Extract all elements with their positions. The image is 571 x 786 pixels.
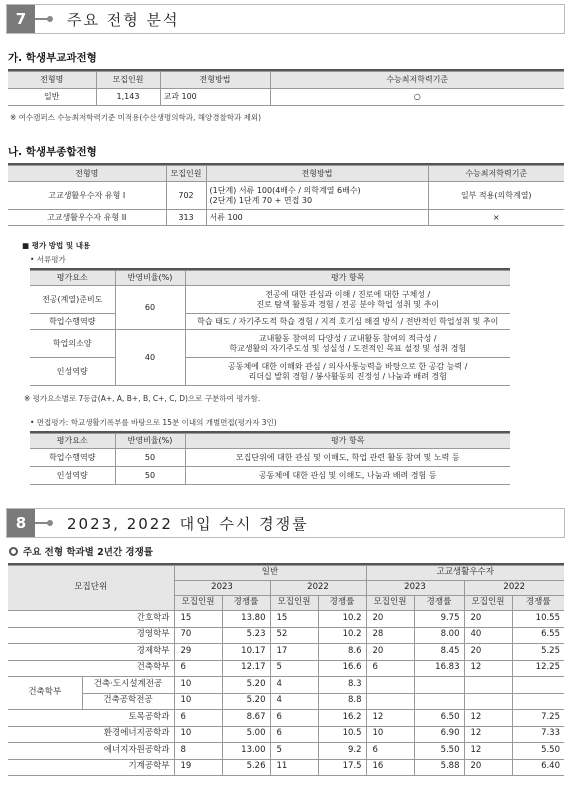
table-row [8, 726, 564, 743]
count-cell: 12 [464, 660, 512, 677]
section-7-title: 주요 전형 분석 [67, 10, 180, 29]
count-cell: 20 [464, 611, 512, 628]
rate-cell: 8.3 [318, 677, 366, 694]
count-cell: 11 [270, 759, 318, 776]
count-cell [366, 693, 414, 710]
ga-table [8, 71, 564, 106]
rate-cell: 16.2 [318, 710, 366, 727]
unit-name: 경영학부 [8, 627, 174, 644]
count-cell: 10 [174, 726, 222, 743]
doc-header: 평가 항목 [185, 271, 510, 286]
doc-ratio: 60 [115, 286, 185, 330]
section-8-subtitle [9, 544, 153, 558]
count-cell: 12 [464, 726, 512, 743]
section-7-number: 7 [7, 5, 35, 33]
rate-cell [414, 677, 464, 694]
rate-cell: 6.90 [414, 726, 464, 743]
section-7-header [6, 4, 565, 34]
table-row [8, 611, 564, 628]
count-cell: 8 [174, 743, 222, 760]
na-header: 전형명 [8, 166, 166, 182]
count-cell: 28 [366, 627, 414, 644]
count-cell: 6 [270, 710, 318, 727]
int-header: 평가요소 [30, 434, 115, 449]
na-cell [206, 182, 428, 210]
doc-item-line: 진로 탐색 활동과 경험 / 전공 분야 학업 성취 및 추이 [256, 299, 440, 309]
int-item: 공동체에 대한 관심 및 이해도, 나눔과 배려 경험 등 [185, 467, 510, 485]
na-cell: 일부 적용(의학계열) [428, 182, 564, 210]
na-cell: 서류 100 [206, 210, 428, 226]
rate-cell: 6.50 [414, 710, 464, 727]
rate-cell: 5.50 [414, 743, 464, 760]
rate-cell: 13.00 [222, 743, 270, 760]
doc-header: 평가요소 [30, 271, 115, 286]
ga-cell: ○ [270, 89, 564, 106]
count-cell: 20 [464, 644, 512, 661]
year-header: 2022 [270, 581, 366, 596]
count-cell: 20 [366, 611, 414, 628]
rate-cell: 16.6 [318, 660, 366, 677]
count-cell [366, 677, 414, 694]
interview-label: • 면접평가: 학교생활기록부를 바탕으로 15분 이내의 개별면접(평가자 3인) [30, 418, 277, 427]
doc-item [185, 314, 510, 330]
interview-table [30, 433, 510, 485]
doc-item-line: 교내활동 참여의 다양성 / 교내활동 참여의 적극성 / [258, 334, 437, 344]
count-cell: 40 [464, 627, 512, 644]
count-cell: 20 [366, 644, 414, 661]
unit-name: 토목공학과 [8, 710, 174, 727]
rate-header: 경쟁률 [318, 596, 366, 611]
excellent-header: 고교생활우수자 [366, 566, 564, 581]
ga-header: 모집인원 [96, 72, 160, 89]
rate-cell: 5.20 [222, 693, 270, 710]
table-row [8, 743, 564, 760]
rate-cell: 9.75 [414, 611, 464, 628]
count-cell: 12 [464, 710, 512, 727]
header-dot [47, 16, 53, 22]
doc-item-line: 학교생활의 자기주도성 및 성실성 / 도전적인 목표 설정 및 성취 경험 [229, 343, 467, 353]
count-header: 모집인원 [464, 596, 512, 611]
doc-item [185, 330, 510, 358]
doc-ratio: 40 [115, 330, 185, 386]
ga-note: ※ 여수캠퍼스 수능최저학력기준 미적용(수산생명의학과, 해양경찰학과 제외) [10, 113, 262, 122]
table-row [8, 644, 564, 661]
group-label: 건축학부 [8, 677, 82, 710]
rate-cell: 8.00 [414, 627, 464, 644]
na-method-line: (2단계) 1단계 70 + 면접 30 [209, 195, 313, 205]
rate-cell: 8.67 [222, 710, 270, 727]
unit-name: 경제학부 [8, 644, 174, 661]
rate-cell [512, 677, 564, 694]
competition-table [8, 565, 564, 776]
unit-name: 에너지자원공학과 [8, 743, 174, 760]
rate-cell: 10.55 [512, 611, 564, 628]
na-header: 수능최저학력기준 [428, 166, 564, 182]
ga-title: 가. 학생부교과전형 [8, 52, 97, 64]
int-header: 반영비율(%) [115, 434, 185, 449]
unit-name: 환경에너지공학과 [8, 726, 174, 743]
ga-header: 수능최저학력기준 [270, 72, 564, 89]
doc-header: 반영비율(%) [115, 271, 185, 286]
rate-cell: 5.50 [512, 743, 564, 760]
rate-cell: 5.25 [512, 644, 564, 661]
eval-title: ■ 평가 방법 및 내용 [22, 241, 91, 250]
doc-factor: 학업수행역량 [30, 314, 115, 330]
count-cell: 15 [270, 611, 318, 628]
na-header: 모집인원 [166, 166, 206, 182]
table-row [8, 627, 564, 644]
count-header: 모집인원 [366, 596, 414, 611]
table-row [8, 677, 564, 694]
unit-name: 건축·도시설계전공 [82, 677, 174, 694]
table-row [8, 693, 564, 710]
count-cell: 6 [366, 743, 414, 760]
na-cell: 702 [166, 182, 206, 210]
ga-cell: 교과 100 [160, 89, 270, 106]
rate-header: 경쟁률 [222, 596, 270, 611]
count-cell: 70 [174, 627, 222, 644]
rate-cell: 8.6 [318, 644, 366, 661]
count-cell [464, 677, 512, 694]
rate-cell: 12.17 [222, 660, 270, 677]
count-cell: 4 [270, 677, 318, 694]
na-cell: 고교생활우수자 유형 II [8, 210, 166, 226]
count-cell: 12 [464, 743, 512, 760]
int-ratio: 50 [115, 467, 185, 485]
rate-cell: 5.00 [222, 726, 270, 743]
rate-cell: 10.17 [222, 644, 270, 661]
na-table [8, 165, 564, 226]
competition-table-body [8, 611, 564, 776]
rate-cell: 12.25 [512, 660, 564, 677]
na-header: 전형방법 [206, 166, 428, 182]
na-cell: × [428, 210, 564, 226]
count-cell: 17 [270, 644, 318, 661]
count-cell: 12 [366, 710, 414, 727]
rate-cell: 5.88 [414, 759, 464, 776]
doc-item [185, 358, 510, 386]
doc-factor: 전공(계열)준비도 [30, 286, 115, 314]
rate-cell: 9.2 [318, 743, 366, 760]
doc-eval-label: • 서류평가 [30, 255, 66, 264]
table-row [8, 759, 564, 776]
table-row [8, 660, 564, 677]
count-header: 모집인원 [174, 596, 222, 611]
section-8-header [6, 508, 565, 538]
unit-name: 건축공학전공 [82, 693, 174, 710]
year-header: 2023 [174, 581, 270, 596]
doc-eval-table [30, 270, 510, 386]
rate-cell: 16.83 [414, 660, 464, 677]
count-cell: 6 [174, 660, 222, 677]
count-cell: 15 [174, 611, 222, 628]
count-cell: 6 [270, 726, 318, 743]
doc-factor: 학업의소양 [30, 330, 115, 358]
unit-header: 모집단위 [8, 566, 174, 611]
count-cell: 4 [270, 693, 318, 710]
rate-cell: 7.33 [512, 726, 564, 743]
count-cell: 52 [270, 627, 318, 644]
ga-header: 전형명 [8, 72, 96, 89]
count-cell: 20 [464, 759, 512, 776]
count-cell [464, 693, 512, 710]
na-cell: 고교생활우수자 유형 I [8, 182, 166, 210]
header-dot [47, 520, 53, 526]
rate-cell: 5.23 [222, 627, 270, 644]
count-cell: 5 [270, 660, 318, 677]
unit-name: 건축학부 [8, 660, 174, 677]
count-cell: 6 [366, 660, 414, 677]
count-cell: 10 [174, 693, 222, 710]
ga-cell: 일반 [8, 89, 96, 106]
ring-bullet-icon [9, 547, 18, 556]
section-8-title: 2023, 2022 대입 수시 경쟁률 [67, 514, 309, 533]
rate-cell: 10.2 [318, 611, 366, 628]
rate-cell: 10.5 [318, 726, 366, 743]
int-header: 평가 항목 [185, 434, 510, 449]
doc-item-line: 공동체에 대한 이해와 관심 / 의사사통능력을 바탕으로 한 공감 능력 / [228, 362, 468, 372]
rate-cell: 6.55 [512, 627, 564, 644]
count-cell: 10 [174, 677, 222, 694]
rate-cell: 5.26 [222, 759, 270, 776]
na-method-line: (1단계) 서류 100(4배수 / 의학계열 6배수) [209, 186, 361, 196]
general-header: 일반 [174, 566, 366, 581]
unit-name: 기계공학부 [8, 759, 174, 776]
int-item: 모집단위에 대한 관심 및 이해도, 학업 관련 활동 참여 및 노력 등 [185, 449, 510, 467]
section-8-number: 8 [7, 509, 35, 537]
na-cell: 313 [166, 210, 206, 226]
rate-header: 경쟁률 [512, 596, 564, 611]
rate-cell: 7.25 [512, 710, 564, 727]
section-8-subtitle-text: 주요 전형 학과별 2년간 경쟁률 [23, 547, 153, 558]
rate-cell: 13.80 [222, 611, 270, 628]
doc-item-line: 리더십 발휘 경험 / 봉사활동의 진정성 / 나눔과 배려 경험 [248, 371, 447, 381]
count-header: 모집인원 [270, 596, 318, 611]
doc-item [185, 286, 510, 314]
ga-header: 전형방법 [160, 72, 270, 89]
ga-cell: 1,143 [96, 89, 160, 106]
count-cell: 10 [366, 726, 414, 743]
doc-factor: 인성역량 [30, 358, 115, 386]
count-cell: 16 [366, 759, 414, 776]
int-factor: 학업수행역량 [30, 449, 115, 467]
doc-item-line: 전공에 대한 관심과 이해 / 진로에 대한 구체성 / [265, 290, 431, 300]
doc-item-line: 학습 태도 / 자기주도적 학습 경험 / 지적 호기심 해결 방식 / 전반적인 학업성취 및 추이 [197, 316, 499, 326]
rate-cell [414, 693, 464, 710]
count-cell: 6 [174, 710, 222, 727]
rate-cell: 5.20 [222, 677, 270, 694]
count-cell: 5 [270, 743, 318, 760]
int-ratio: 50 [115, 449, 185, 467]
rate-cell: 8.45 [414, 644, 464, 661]
count-cell: 19 [174, 759, 222, 776]
rate-header: 경쟁률 [414, 596, 464, 611]
int-factor: 인성역량 [30, 467, 115, 485]
table-row [8, 710, 564, 727]
rate-cell: 6.40 [512, 759, 564, 776]
rate-cell: 17.5 [318, 759, 366, 776]
rate-cell [512, 693, 564, 710]
year-header: 2022 [464, 581, 564, 596]
rate-cell: 10.2 [318, 627, 366, 644]
grade-note: ※ 평가요소별로 7등급(A+, A, B+, B, C+, C, D)으로 구분하여 평가함. [24, 394, 261, 403]
year-header: 2023 [366, 581, 464, 596]
unit-name: 간호학과 [8, 611, 174, 628]
rate-cell: 8.8 [318, 693, 366, 710]
na-title: 나. 학생부종합전형 [8, 146, 97, 158]
count-cell: 29 [174, 644, 222, 661]
